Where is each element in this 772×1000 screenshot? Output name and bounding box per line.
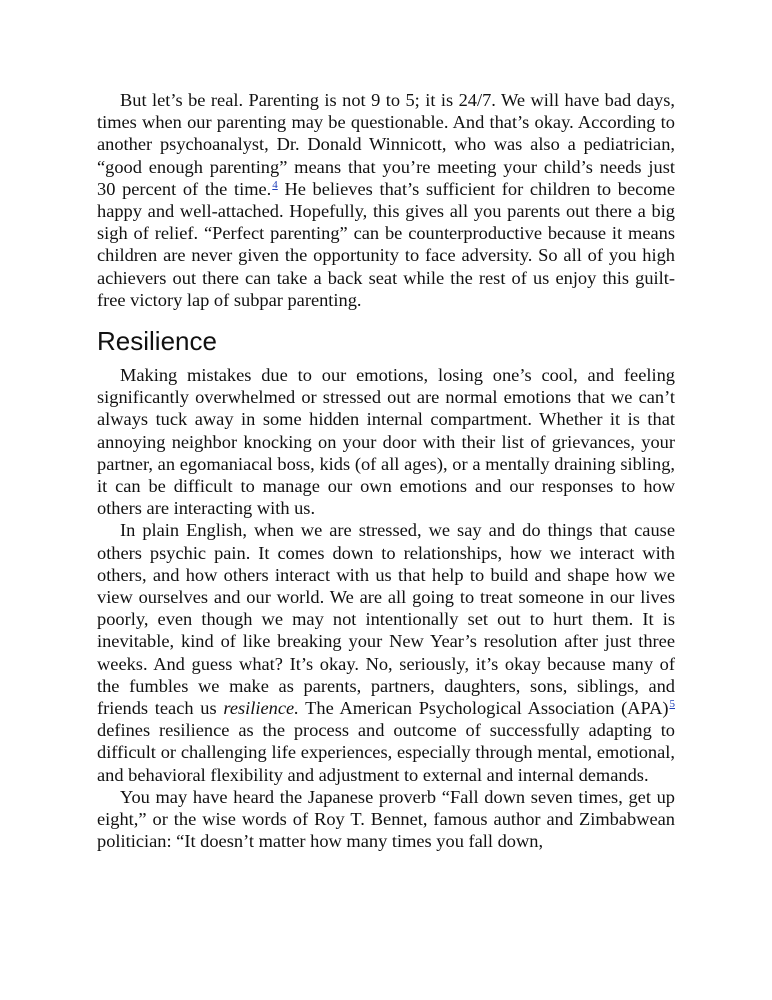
section-heading-resilience: Resilience	[97, 326, 217, 357]
paragraph-japanese-proverb: You may have heard the Japanese proverb “Fall down seven times, get up eight,” or the wise words of Roy T. Bennet, famous author and Zimbabwean politician: “It doesn’t matter how many times you fall down,	[97, 786, 675, 852]
document-page	[97, 89, 675, 853]
paragraph-text: He believes that’s sufficient for children to become happy and well-attached. Hopefully, this gives all you parents out there a big sigh of relief. “Perfect parenting” can be counterproductive because it means children are never given the opportunity to face adversity. So all of you high achievers out there can take a back seat while the rest of us enjoy this guilt-free victory lap of subpar parenting.	[97, 178, 675, 310]
paragraph-text: But let’s be real. Parenting is not 9 to 5; it is 24/7. We will have bad days, times when our parenting may be questionable. And that’s okay. According to another psychoanalyst, Dr. Donald Winnicott, who was also a pediatrician, “good enough parenting” means that you’re meeting your child’s needs just 30 percent of the time.	[97, 90, 675, 199]
italic-term-resilience: resilience.	[223, 698, 299, 719]
paragraph-good-enough-parenting	[97, 89, 675, 311]
footnote-link-5[interactable]: 5	[669, 698, 675, 711]
paragraph-plain-english	[97, 519, 675, 785]
footnote-link-4[interactable]: 4	[272, 178, 278, 191]
paragraph-text: The American Psychological Association (APA)	[298, 698, 669, 719]
paragraph-text: In plain English, when we are stressed, we say and do things that cause others psychic pain. It comes down to relationships, how we interact with others, and how others interact with us that help to build and shape how we view ourselves and our world. We are all going to treat someone in our lives poorly, even though we may not intentionally set out to hurt them. It is inevitable, kind of like breaking your New Year’s resolution after just three weeks. And guess what? It’s okay. No, seriously, it’s okay because many of the fumbles we make as parents, partners, daughters, sons, siblings, and friends teach us	[97, 520, 675, 719]
paragraph-making-mistakes: Making mistakes due to our emotions, losing one’s cool, and feeling significantly overwhelmed or stressed out are normal emotions that we can’t always tuck away in some hidden internal compartment. Whether it is that annoying neighbor knocking on your door with their list of grievances, your partner, an egomaniacal boss, kids (of all ages), or a mentally draining sibling, it can be difficult to manage our own emotions and our responses to how others are interacting with us.	[97, 365, 675, 519]
paragraph-text: defines resilience as the process and outcome of successfully adapting to difficult or challenging life experiences, especially through mental, emotional, and behavioral flexibility and adjustment to external and internal demands.	[97, 720, 675, 785]
